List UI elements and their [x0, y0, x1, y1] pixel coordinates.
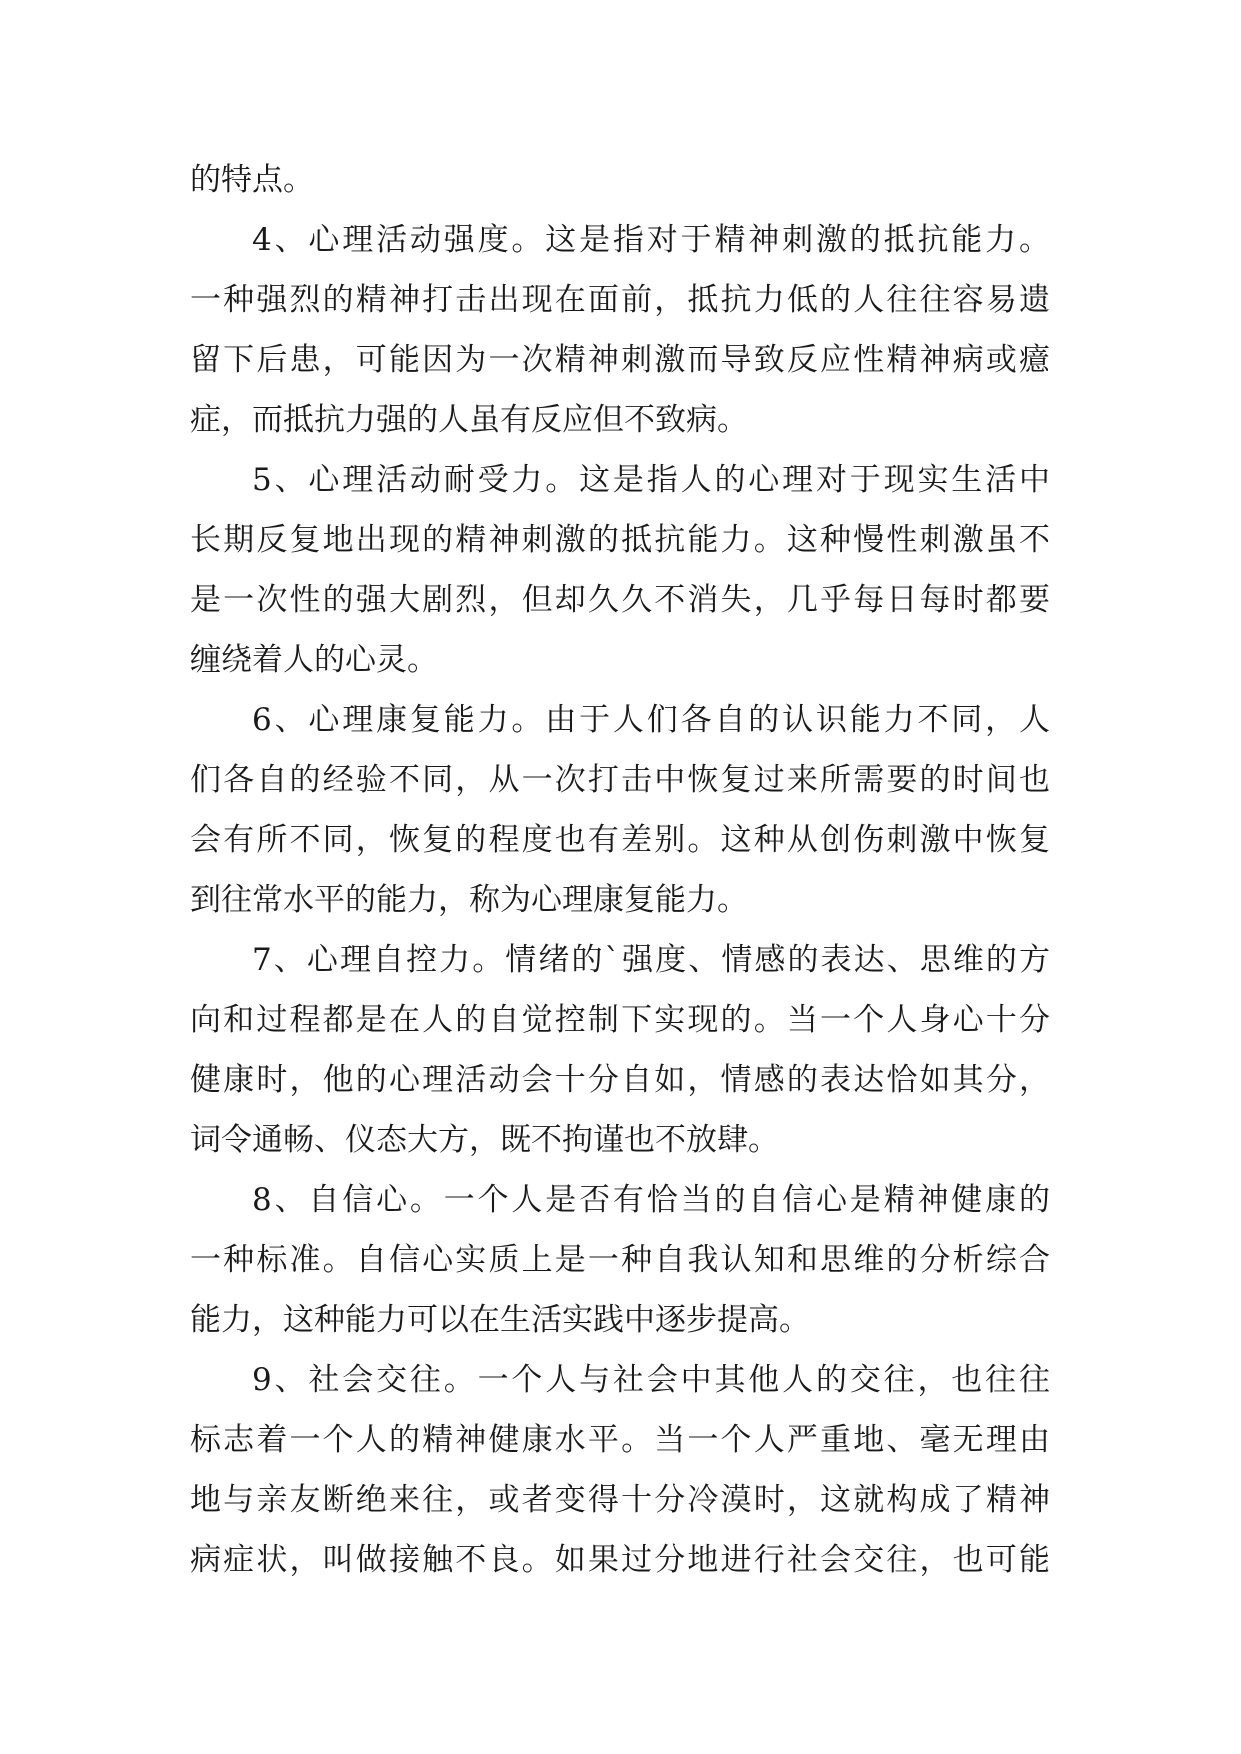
text-line: 7、心理自控力。情绪的`强度、情感的表达、思维的方	[252, 942, 1050, 978]
text-line: 留下后患，可能因为一次精神刺激而导致反应性精神病或癔	[190, 342, 1050, 378]
text-line: 会有所不同，恢复的程度也有差别。这种从创伤刺激中恢复	[190, 822, 1050, 858]
text-line: 6、心理康复能力。由于人们各自的认识能力不同，人	[252, 702, 1050, 738]
text-line: 5、心理活动耐受力。这是指人的心理对于现实生活中	[252, 462, 1050, 498]
text-line: 病症状，叫做接触不良。如果过分地进行社会交往，也可能	[190, 1542, 1050, 1578]
document-body	[190, 150, 1050, 1590]
text-line: 能力，这种能力可以在生活实践中逐步提高。	[190, 1302, 810, 1338]
text-line: 9、社会交往。一个人与社会中其他人的交往，也往往	[252, 1362, 1050, 1398]
text-line: 词令通畅、仪态大方，既不拘谨也不放肆。	[190, 1122, 779, 1158]
text-line: 的特点。	[190, 162, 314, 198]
text-line: 缠绕着人的心灵。	[190, 642, 438, 678]
text-line: 地与亲友断绝来往，或者变得十分冷漠时，这就构成了精神	[190, 1482, 1050, 1518]
text-line: 症，而抵抗力强的人虽有反应但不致病。	[190, 402, 748, 438]
text-line: 向和过程都是在人的自觉控制下实现的。当一个人身心十分	[190, 1002, 1050, 1038]
text-line: 4、心理活动强度。这是指对于精神刺激的抵抗能力。	[252, 222, 1050, 258]
text-line: 健康时，他的心理活动会十分自如，情感的表达恰如其分，	[190, 1062, 1050, 1098]
text-line: 标志着一个人的精神健康水平。当一个人严重地、毫无理由	[190, 1422, 1050, 1458]
text-line: 8、自信心。一个人是否有恰当的自信心是精神健康的	[252, 1182, 1050, 1218]
text-line: 长期反复地出现的精神刺激的抵抗能力。这种慢性刺激虽不	[190, 522, 1050, 558]
text-line: 是一次性的强大剧烈，但却久久不消失，几乎每日每时都要	[190, 582, 1050, 618]
text-line: 们各自的经验不同，从一次打击中恢复过来所需要的时间也	[190, 762, 1050, 798]
text-line: 一种强烈的精神打击出现在面前，抵抗力低的人往往容易遗	[190, 282, 1050, 318]
text-line: 一种标准。自信心实质上是一种自我认知和思维的分析综合	[190, 1242, 1050, 1278]
text-line: 到往常水平的能力，称为心理康复能力。	[190, 882, 748, 918]
